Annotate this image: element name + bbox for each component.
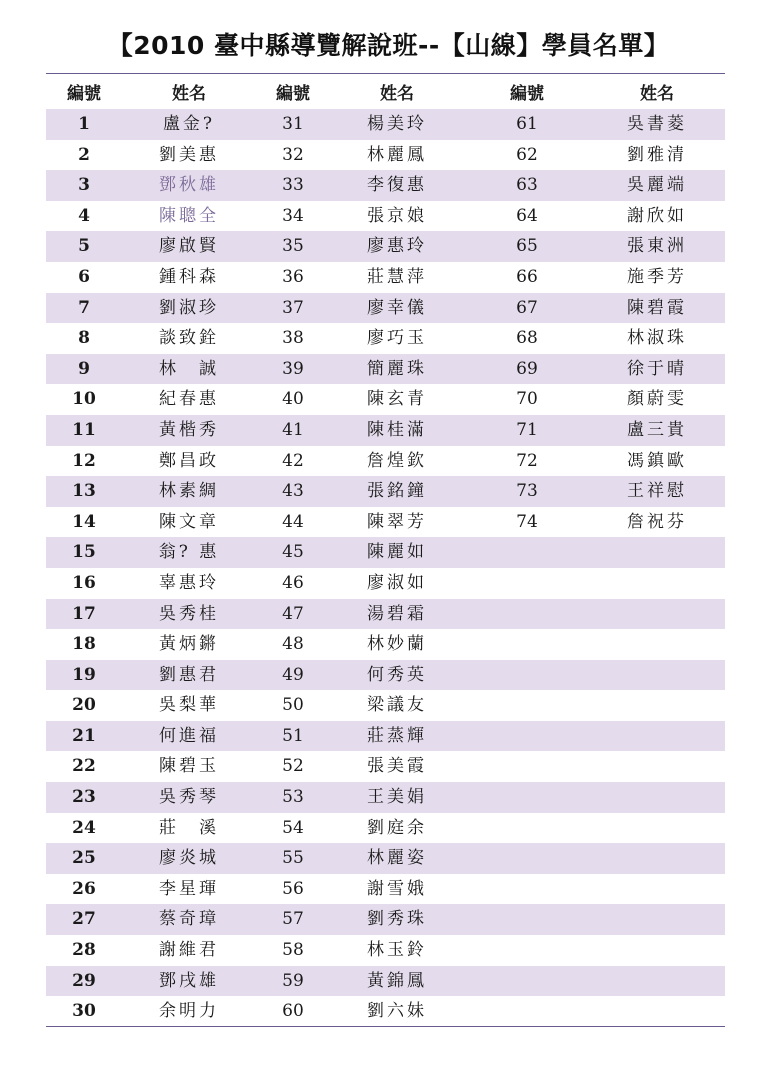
- row-number-col3: 72: [516, 450, 538, 471]
- table-row: [46, 384, 725, 415]
- row-number-col1: 16: [72, 572, 96, 593]
- student-name-col1: 陳聰全: [159, 205, 219, 226]
- table-row: [46, 935, 725, 966]
- student-name-col1: 莊 溪: [159, 817, 219, 838]
- student-name-col1: 林 誠: [159, 358, 219, 379]
- header-number-2: 編號: [276, 84, 310, 104]
- row-number-col1: 15: [72, 542, 96, 563]
- row-number-col2: 60: [282, 1001, 304, 1022]
- row-number-col2: 44: [282, 511, 304, 532]
- row-number-col2: 48: [282, 634, 304, 655]
- table-row: [46, 660, 725, 691]
- table-row: [46, 415, 725, 446]
- row-number-col3: 71: [516, 419, 538, 440]
- student-name-col1: 紀春惠: [159, 389, 219, 410]
- row-number-col2: 47: [282, 603, 304, 624]
- row-number-col2: 46: [282, 572, 304, 593]
- row-number-col1: 30: [72, 1001, 96, 1022]
- row-number-col2: 45: [282, 542, 304, 563]
- table-row: [46, 904, 725, 935]
- student-name-col3: 王祥慰: [627, 481, 687, 502]
- table-row: [46, 109, 725, 140]
- table-row: [46, 507, 725, 538]
- row-number-col3: 64: [516, 205, 538, 226]
- row-number-col3: 73: [516, 481, 538, 502]
- student-name-col2: 莊蒸輝: [367, 725, 427, 746]
- student-name-col3: 馮鎮歐: [627, 450, 687, 471]
- page-title: 【2010 臺中縣導覽解說班--【山線】學員名單】: [107, 31, 670, 60]
- student-name-col2: 林麗姿: [367, 848, 427, 869]
- row-number-col2: 58: [282, 940, 304, 961]
- bottom-rule: [46, 1026, 725, 1027]
- student-name-col2: 王美娟: [367, 787, 427, 808]
- table-row: [46, 690, 725, 721]
- student-name-col3: 施季芳: [627, 266, 687, 287]
- row-number-col1: 6: [78, 266, 90, 287]
- row-number-col2: 34: [282, 205, 304, 226]
- student-name-col2: 陳玄青: [367, 389, 427, 410]
- student-name-col1: 廖炎城: [159, 848, 219, 869]
- student-name-col1: 鍾科森: [159, 266, 219, 287]
- row-number-col3: 68: [516, 328, 538, 349]
- table-row: [46, 996, 725, 1027]
- row-number-col3: 63: [516, 175, 538, 196]
- roster-table: [46, 79, 725, 1027]
- student-name-col2: 李復惠: [367, 175, 427, 196]
- student-name-col3: 吳麗端: [627, 175, 687, 196]
- student-name-col3: 吳書菱: [627, 114, 687, 134]
- table-row: [46, 354, 725, 385]
- student-name-col2: 廖惠玲: [367, 236, 427, 257]
- row-number-col2: 35: [282, 236, 304, 257]
- student-name-col1: 辜惠玲: [159, 572, 219, 593]
- row-number-col1: 7: [78, 297, 90, 318]
- student-name-col2: 劉秀珠: [367, 909, 427, 930]
- student-name-col2: 廖幸儀: [367, 297, 427, 318]
- student-name-col2: 湯碧霜: [367, 603, 427, 624]
- student-name-col1: 廖啟賢: [159, 236, 219, 257]
- row-number-col2: 54: [282, 817, 304, 838]
- student-name-col1: 吳秀桂: [159, 603, 219, 624]
- row-number-col2: 55: [282, 848, 304, 869]
- student-name-col1: 談致銓: [159, 328, 219, 349]
- top-rule: [46, 73, 725, 74]
- student-name-col2: 劉庭余: [367, 817, 427, 838]
- row-number-col1: 11: [72, 419, 96, 440]
- student-name-col1: 鄧秋雄: [159, 175, 219, 196]
- student-name-col3: 謝欣如: [627, 205, 687, 226]
- table-row: [46, 782, 725, 813]
- student-name-col1: 吳梨華: [159, 695, 219, 716]
- student-name-col1: 何進福: [159, 725, 219, 746]
- table-row: [46, 568, 725, 599]
- student-name-col2: 林麗鳳: [367, 144, 427, 165]
- row-number-col2: 56: [282, 878, 304, 899]
- student-name-col1: 陳碧玉: [159, 756, 219, 777]
- row-number-col3: 65: [516, 236, 538, 257]
- row-number-col3: 61: [516, 114, 538, 134]
- row-number-col3: 67: [516, 297, 538, 318]
- student-name-col2: 黃錦鳳: [367, 970, 427, 991]
- table-row: [46, 262, 725, 293]
- student-name-col1: 吳秀琴: [159, 787, 219, 808]
- row-number-col2: 59: [282, 970, 304, 991]
- row-number-col1: 4: [78, 205, 90, 226]
- student-name-col1: 蔡奇璋: [159, 909, 219, 930]
- row-number-col2: 40: [282, 389, 304, 410]
- row-number-col2: 43: [282, 481, 304, 502]
- student-name-col3: 劉雅清: [627, 144, 687, 165]
- row-number-col1: 9: [78, 358, 90, 379]
- student-name-col3: 陳碧霞: [627, 297, 687, 318]
- table-row: [46, 629, 725, 660]
- student-name-col1: 黃楷秀: [159, 419, 219, 440]
- row-number-col1: 28: [72, 940, 96, 961]
- table-row: [46, 446, 725, 477]
- row-number-col1: 21: [72, 725, 96, 746]
- student-name-col2: 張美霞: [367, 756, 427, 777]
- row-number-col1: 1: [78, 114, 90, 134]
- student-name-col2: 梁議友: [367, 695, 427, 716]
- row-number-col1: 13: [72, 481, 96, 502]
- row-number-col3: 69: [516, 358, 538, 379]
- table-row: [46, 293, 725, 324]
- student-name-col2: 林妙蘭: [367, 634, 427, 655]
- student-name-col2: 詹煌欽: [367, 450, 427, 471]
- student-name-col1: 劉惠君: [159, 664, 219, 685]
- student-name-col1: 林素綢: [159, 481, 219, 502]
- row-number-col2: 37: [282, 297, 304, 318]
- student-name-col3: 顏蔚雯: [627, 389, 687, 410]
- student-name-col3: 林淑珠: [627, 328, 687, 349]
- row-number-col1: 12: [72, 450, 96, 471]
- student-name-col2: 何秀英: [367, 664, 427, 685]
- table-row: [46, 843, 725, 874]
- row-number-col1: 18: [72, 634, 96, 655]
- student-name-col2: 林玉鈴: [367, 940, 427, 961]
- student-name-col2: 莊慧萍: [367, 266, 427, 287]
- row-number-col2: 33: [282, 175, 304, 196]
- row-number-col1: 27: [72, 909, 96, 930]
- table-body: [46, 109, 725, 1027]
- table-row: [46, 323, 725, 354]
- table-header-row: [46, 79, 725, 109]
- header-name-1: 姓名: [172, 84, 206, 104]
- row-number-col1: 5: [78, 236, 90, 257]
- student-name-col2: 劉六妹: [367, 1001, 427, 1022]
- row-number-col1: 3: [78, 175, 90, 196]
- student-name-col3: 盧三貴: [627, 419, 687, 440]
- student-name-col1: 李星琿: [159, 878, 219, 899]
- row-number-col1: 24: [72, 817, 96, 838]
- student-name-col2: 張京娘: [367, 205, 427, 226]
- table-row: [46, 201, 725, 232]
- row-number-col1: 23: [72, 787, 96, 808]
- student-name-col1: 陳文章: [159, 511, 219, 532]
- table-row: [46, 537, 725, 568]
- student-name-col1: 翁? 惠: [158, 542, 220, 563]
- row-number-col1: 17: [72, 603, 96, 624]
- table-row: [46, 966, 725, 997]
- row-number-col2: 52: [282, 756, 304, 777]
- row-number-col2: 42: [282, 450, 304, 471]
- student-name-col2: 陳桂滿: [367, 419, 427, 440]
- row-number-col2: 36: [282, 266, 304, 287]
- row-number-col2: 32: [282, 144, 304, 165]
- table-row: [46, 170, 725, 201]
- table-row: [46, 599, 725, 630]
- row-number-col2: 53: [282, 787, 304, 808]
- header-name-2: 姓名: [380, 84, 414, 104]
- table-row: [46, 874, 725, 905]
- row-number-col3: 66: [516, 266, 538, 287]
- student-name-col3: 詹祝芬: [627, 511, 687, 532]
- student-name-col1: 盧金?: [162, 114, 216, 134]
- table-row: [46, 813, 725, 844]
- row-number-col1: 8: [78, 328, 90, 349]
- row-number-col2: 50: [282, 695, 304, 716]
- student-name-col3: 徐于晴: [627, 358, 687, 379]
- row-number-col3: 62: [516, 144, 538, 165]
- student-name-col1: 鄭昌政: [159, 450, 219, 471]
- row-number-col2: 38: [282, 328, 304, 349]
- row-number-col1: 22: [72, 756, 96, 777]
- row-number-col2: 51: [282, 725, 304, 746]
- row-number-col1: 29: [72, 970, 96, 991]
- student-name-col2: 謝雪娥: [367, 878, 427, 899]
- row-number-col1: 26: [72, 878, 96, 899]
- row-number-col1: 10: [72, 389, 96, 410]
- student-name-col2: 陳麗如: [367, 542, 427, 563]
- row-number-col1: 20: [72, 695, 96, 716]
- row-number-col2: 49: [282, 664, 304, 685]
- student-name-col1: 劉淑珍: [159, 297, 219, 318]
- table-row: [46, 231, 725, 262]
- table-row: [46, 751, 725, 782]
- table-row: [46, 721, 725, 752]
- row-number-col3: 70: [516, 389, 538, 410]
- row-number-col1: 2: [78, 144, 90, 165]
- row-number-col3: 74: [516, 511, 538, 532]
- row-number-col1: 25: [72, 848, 96, 869]
- student-name-col2: 楊美玲: [367, 114, 427, 134]
- student-name-col1: 鄧戌雄: [159, 970, 219, 991]
- student-name-col1: 余明力: [159, 1001, 219, 1022]
- row-number-col2: 31: [282, 114, 304, 134]
- student-name-col2: 廖巧玉: [367, 328, 427, 349]
- row-number-col2: 39: [282, 358, 304, 379]
- student-name-col2: 簡麗珠: [367, 358, 427, 379]
- student-name-col2: 陳翠芳: [367, 511, 427, 532]
- student-name-col1: 劉美惠: [159, 144, 219, 165]
- student-name-col1: 黃炳鏘: [159, 634, 219, 655]
- table-row: [46, 476, 725, 507]
- row-number-col1: 14: [72, 511, 96, 532]
- student-name-col1: 謝維君: [159, 940, 219, 961]
- header-name-3: 姓名: [640, 84, 674, 104]
- row-number-col2: 57: [282, 909, 304, 930]
- row-number-col2: 41: [282, 419, 304, 440]
- student-name-col2: 張銘鐘: [367, 481, 427, 502]
- student-name-col3: 張東洲: [627, 236, 687, 257]
- header-number-1: 編號: [67, 84, 101, 104]
- header-number-3: 編號: [510, 84, 544, 104]
- table-row: [46, 140, 725, 171]
- row-number-col1: 19: [72, 664, 96, 685]
- student-name-col2: 廖淑如: [367, 572, 427, 593]
